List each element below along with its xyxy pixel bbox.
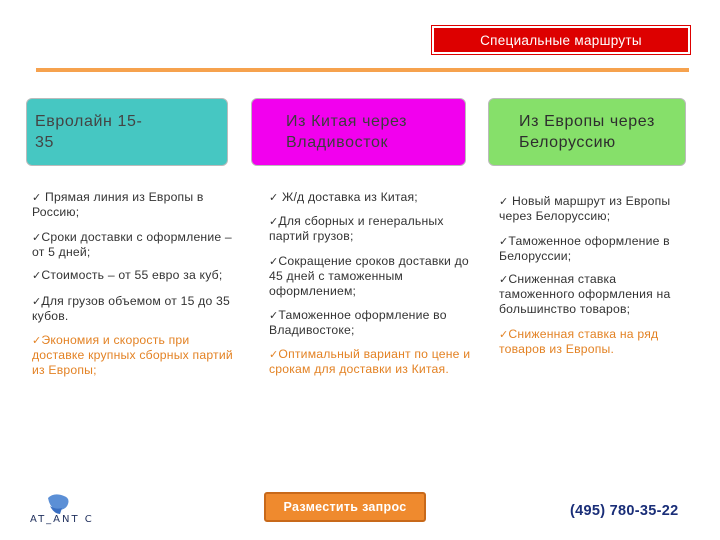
list-item: ✓ Новый маршрут из Европы через Белоруссию; <box>499 194 671 223</box>
check-icon: ✓ <box>269 348 279 361</box>
check-icon: ✓ <box>269 255 279 268</box>
check-icon: ✓ <box>32 334 42 347</box>
list-item: ✓Таможенное оформление в Белоруссии; <box>499 234 670 263</box>
check-icon: ✓ <box>32 295 42 308</box>
list-item: ✓Оптимальный вариант по цене и срокам для доставки из Китая. <box>269 347 471 376</box>
list-item: ✓Сроки доставки с оформление – от 5 дней; <box>32 230 232 259</box>
check-icon: ✓ <box>499 273 509 286</box>
list-item: ✓Таможенное оформление во Владивостоке; <box>269 308 447 337</box>
submit-request-button[interactable]: Разместить запрос <box>264 492 426 522</box>
header-divider <box>36 68 689 72</box>
list-item: ✓Стоимость – от 55 евро за куб; <box>32 268 223 282</box>
check-icon: ✓ <box>32 191 42 204</box>
check-icon: ✓ <box>269 309 279 322</box>
list-item: ✓ Прямая линия из Европы в Россию; <box>32 190 204 219</box>
check-icon: ✓ <box>499 195 509 208</box>
check-icon: ✓ <box>32 269 42 282</box>
page-title: Специальные маршруты <box>432 26 690 54</box>
check-icon: ✓ <box>269 191 279 204</box>
check-icon: ✓ <box>269 215 279 228</box>
phone-number: (495) 780-35-22 <box>570 503 679 519</box>
logo-text: AT_ANT C <box>30 514 94 525</box>
list-item: ✓ Ж/д доставка из Китая; <box>269 190 418 204</box>
list-item: ✓Экономия и скорость при доставке крупных сборных партий из Европы; <box>32 333 233 377</box>
route-title: Из Европы через Белоруссию <box>519 113 655 151</box>
list-item: ✓Сокращение сроков доставки до 45 дней с таможенным оформлением; <box>269 254 469 298</box>
route-features-china <box>269 190 484 376</box>
route-card-china-vladivostok <box>251 98 466 166</box>
route-features-euroline <box>32 190 237 377</box>
route-card-euroline <box>26 98 228 166</box>
list-item: ✓Для сборных и генеральных партий грузов; <box>269 214 444 243</box>
route-features-belarus <box>499 194 689 356</box>
route-title: Из Китая через Владивосток <box>286 113 408 151</box>
list-item: ✓Для грузов объемом от 15 до 35 кубов. <box>32 294 230 323</box>
check-icon: ✓ <box>32 231 42 244</box>
check-icon: ✓ <box>499 235 509 248</box>
route-title: Евролайн 15- 35 <box>35 113 143 151</box>
list-item: ✓Сниженная ставка таможенного оформления на большинство товаров; <box>499 272 671 316</box>
check-icon: ✓ <box>499 328 509 341</box>
list-item: ✓Сниженная ставка на ряд товаров из Европы. <box>499 327 659 356</box>
route-card-europe-belarus <box>488 98 686 166</box>
